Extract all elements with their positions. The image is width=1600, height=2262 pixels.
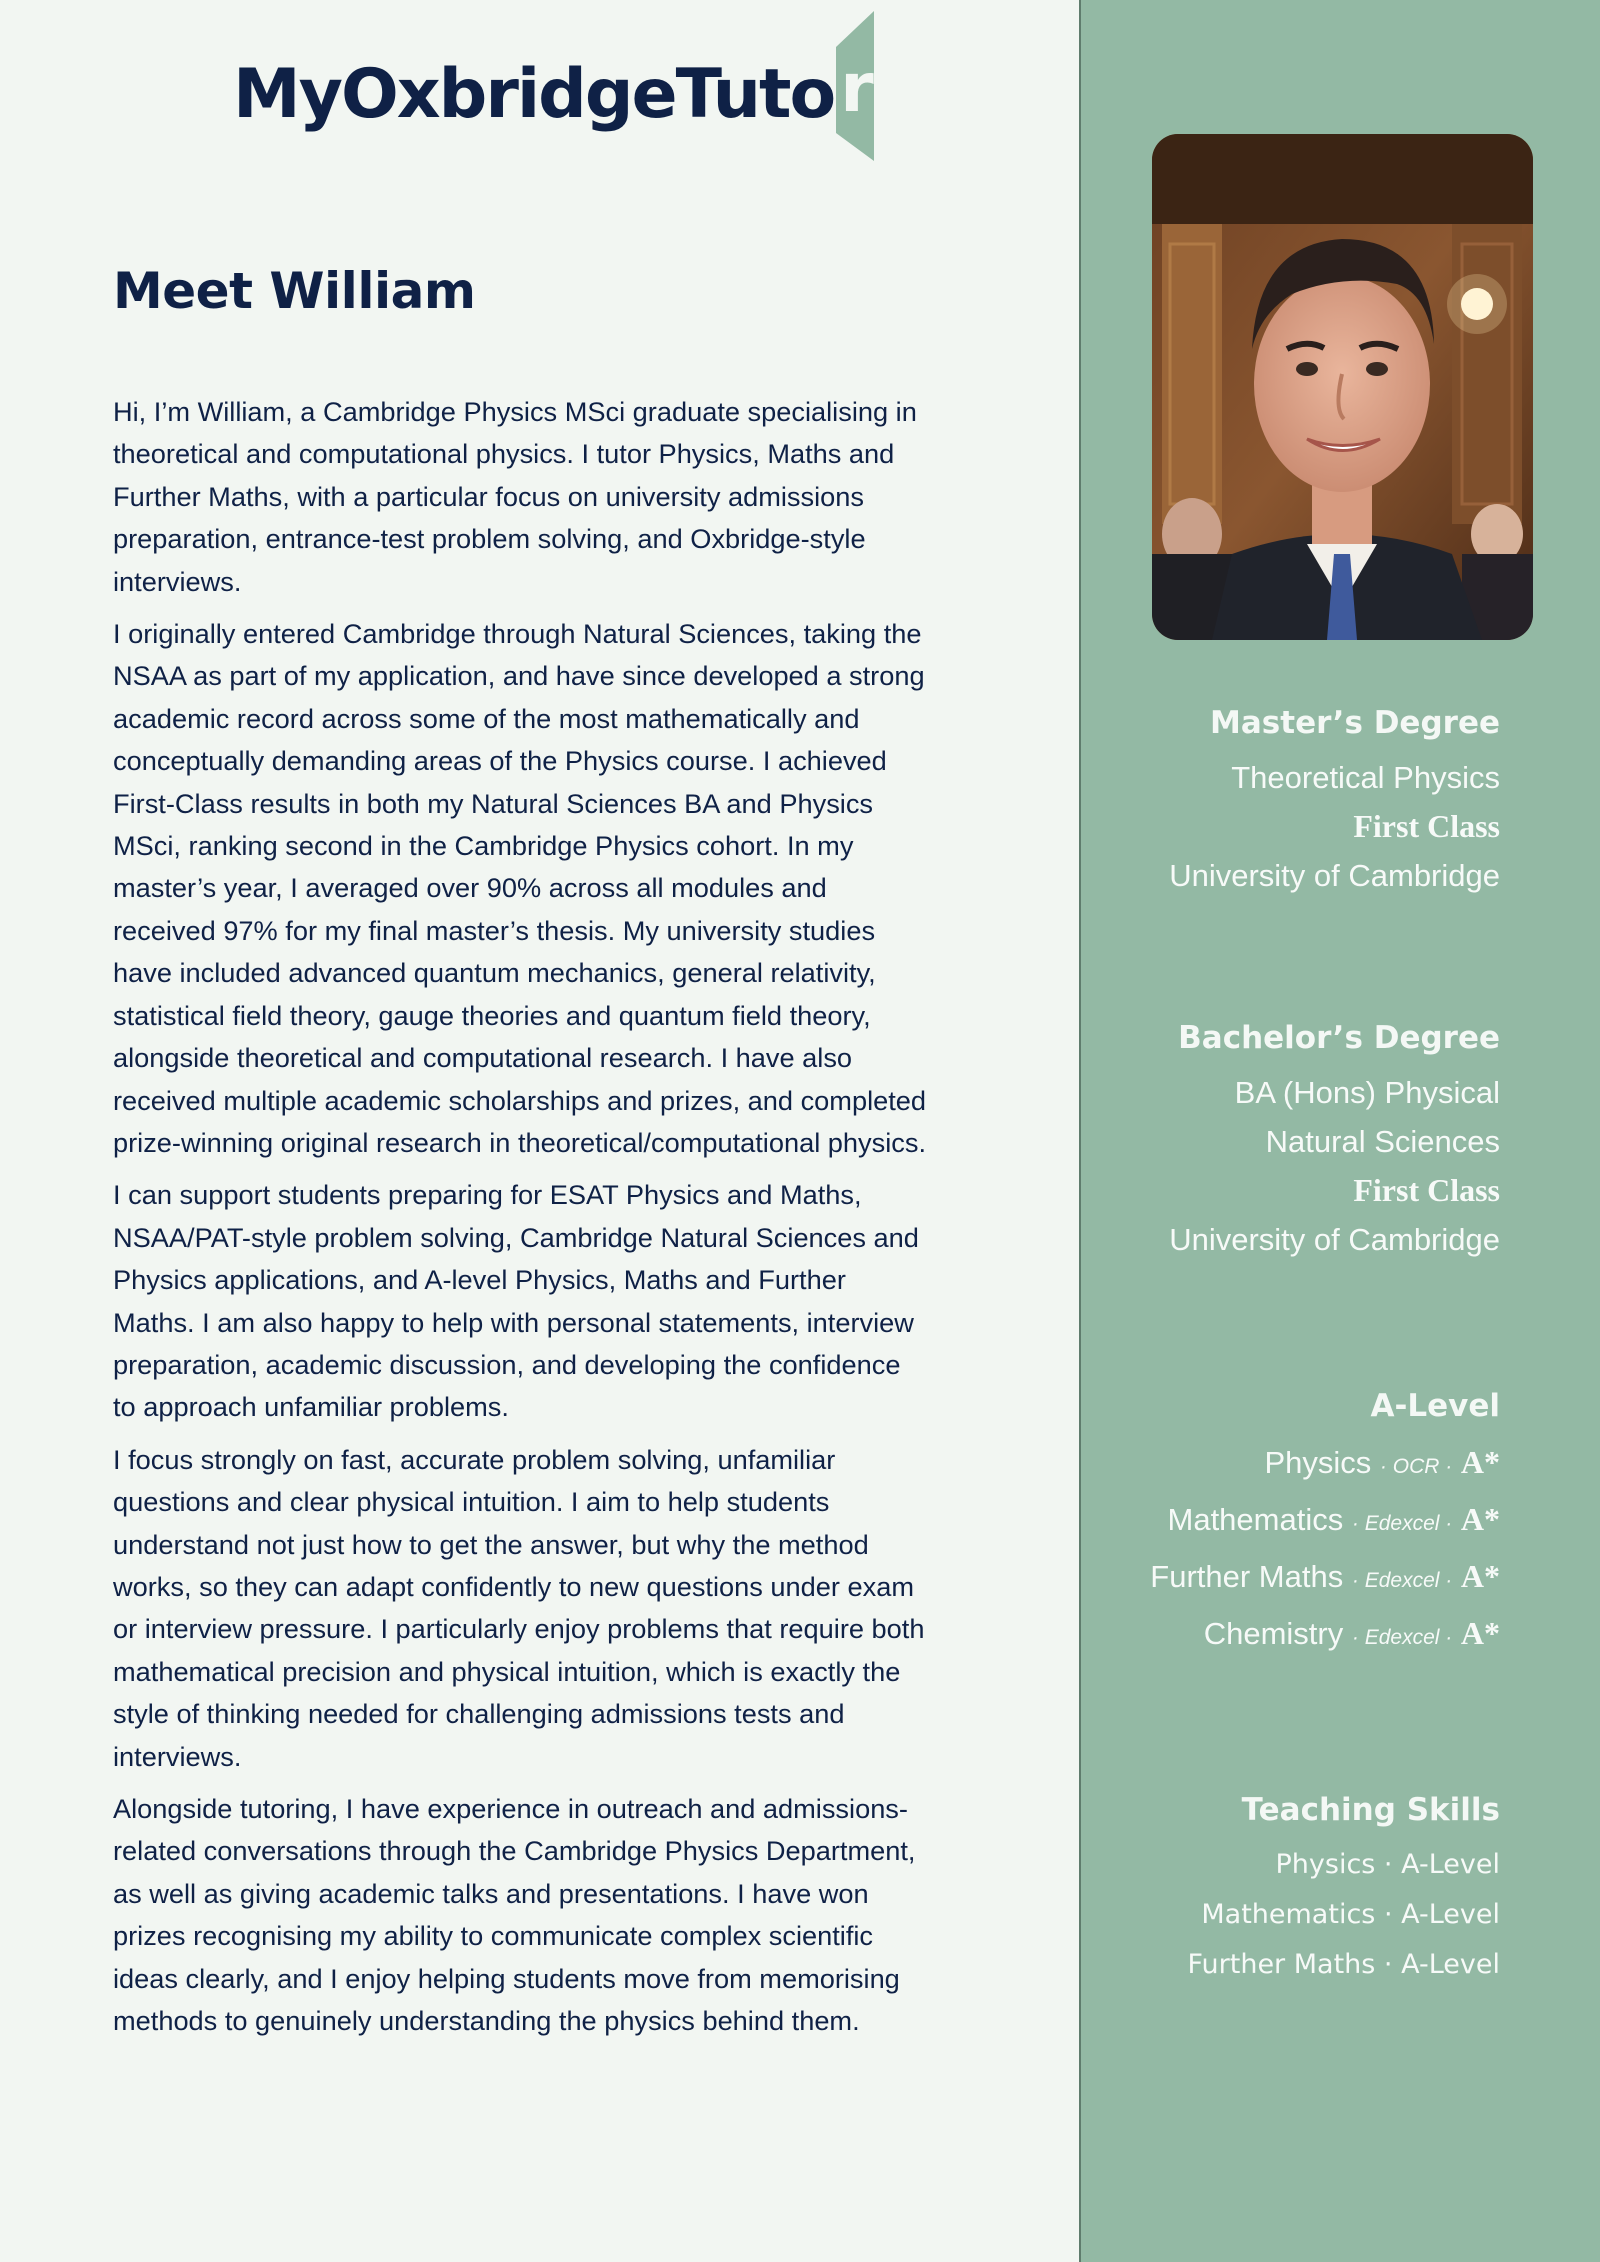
- bachelors-grade: First Class: [1353, 1172, 1500, 1208]
- bachelors-subject-line2: Natural Sciences: [1265, 1124, 1500, 1159]
- alevel-separator: ·: [1379, 1455, 1387, 1478]
- alevel-grade: A*: [1460, 1501, 1500, 1537]
- alevel-separator: ·: [1351, 1626, 1359, 1649]
- teaching-skill-item: Further Maths · A-Level: [1187, 1949, 1500, 1980]
- alevel-row: [1080, 1493, 1500, 1550]
- alevel-separator: ·: [1351, 1512, 1359, 1535]
- alevel-row: [1080, 1436, 1500, 1493]
- alevel-board: OCR: [1392, 1455, 1440, 1478]
- teaching-skills-title: Teaching Skills: [1241, 1792, 1500, 1828]
- logo-text: MyOxbridgeTuto: [233, 54, 835, 134]
- alevel-grade: A*: [1460, 1444, 1500, 1480]
- alevel-separator: ·: [1445, 1626, 1453, 1649]
- teaching-skill-item: Mathematics · A-Level: [1201, 1899, 1500, 1930]
- alevel-separator: ·: [1445, 1512, 1453, 1535]
- page-title: Meet William: [113, 262, 476, 320]
- alevel-board: Edexcel: [1364, 1626, 1440, 1649]
- alevel-section: [1080, 1388, 1500, 1664]
- alevel-separator: ·: [1445, 1569, 1453, 1592]
- masters-subject: Theoretical Physics: [1231, 760, 1500, 795]
- alevel-grade: A*: [1460, 1615, 1500, 1651]
- logo-text-last: r: [840, 49, 872, 128]
- logo-flag: [836, 19, 876, 169]
- alevel-subject: Mathematics: [1167, 1502, 1344, 1537]
- bio-paragraph: I focus strongly on fast, accurate problem solving, unfamiliar questions and clear physical intuition. I aim to help students understand not just how to get the answer, but why the method works, so they can adapt confidently to new questions under exam or interview pressure. I particularly enjoy problems that require both mathematical precision and physical intuition, which is exactly the style of thinking needed for challenging admissions tests and interviews.: [113, 1443, 925, 1772]
- logo: [233, 44, 876, 144]
- masters-section: [1080, 705, 1500, 900]
- alevel-row: [1080, 1607, 1500, 1664]
- alevel-grade: A*: [1460, 1558, 1500, 1594]
- alevel-row: [1080, 1550, 1500, 1607]
- bachelors-university: University of Cambridge: [1169, 1222, 1500, 1257]
- tutor-photo: [1152, 134, 1533, 640]
- alevel-title: A-Level: [1370, 1388, 1500, 1424]
- masters-title: Master’s Degree: [1210, 705, 1500, 741]
- alevel-board: Edexcel: [1364, 1512, 1440, 1535]
- teaching-skill-item: Physics · A-Level: [1275, 1849, 1500, 1880]
- masters-university: University of Cambridge: [1169, 858, 1500, 893]
- alevel-subject: Further Maths: [1150, 1559, 1344, 1594]
- bachelors-section: [1080, 1020, 1500, 1264]
- bio-paragraph: Alongside tutoring, I have experience in outreach and admissions-related conversations through the Cambridge Physics Department, as well as giving academic talks and presentations. I have won prizes recognising my ability to communicate complex scientific ideas clearly, and I enjoy helping students move from memorising methods to genuinely understanding the physics behind them.: [113, 1793, 916, 2037]
- masters-grade: First Class: [1353, 808, 1500, 844]
- bio-paragraph: I originally entered Cambridge through Natural Sciences, taking the NSAA as part of my application, and have since developed a strong academic record across some of the most mathematically and conceptually demanding areas of the Physics course. I achieved First-Class results in both my Natural Sciences BA and Physics MSci, ranking second in the Cambridge Physics cohort. In my master’s year, I averaged over 90% across all modules and received 97% for my final master’s thesis. My university studies have included advanced quantum mechanics, general relativity, statistical field theory, gauge theories and quantum field theory, alongside theoretical and computational research. I have also received multiple academic scholarships and prizes, and completed prize-winning original research in theoretical/computational physics.: [113, 618, 927, 1158]
- bio-paragraph: I can support students preparing for ESAT Physics and Maths, NSAA/PAT-style problem solving, Cambridge Natural Sciences and Physics applications, and A-level Physics, Maths and Further Maths. I am also happy to help with personal statements, interview preparation, academic discussion, and developing the confidence to approach unfamiliar problems.: [113, 1179, 919, 1423]
- tutor-portrait-illustration: [1152, 134, 1533, 640]
- alevel-subject: Physics: [1264, 1445, 1372, 1480]
- teaching-skills-section: [1080, 1792, 1500, 1990]
- bachelors-subject-line1: BA (Hons) Physical: [1234, 1075, 1500, 1110]
- bio-text: [113, 391, 928, 2052]
- alevel-board: Edexcel: [1364, 1569, 1440, 1592]
- bachelors-title: Bachelor’s Degree: [1178, 1020, 1500, 1056]
- alevel-subject: Chemistry: [1203, 1616, 1344, 1651]
- alevel-separator: ·: [1445, 1455, 1453, 1478]
- alevel-separator: ·: [1351, 1569, 1359, 1592]
- bio-paragraph: Hi, I’m William, a Cambridge Physics MSci graduate specialising in theoretical and computational physics. I tutor Physics, Maths and Further Maths, with a particular focus on university admissions preparation, entrance-test problem solving, and Oxbridge-style interviews.: [113, 396, 917, 597]
